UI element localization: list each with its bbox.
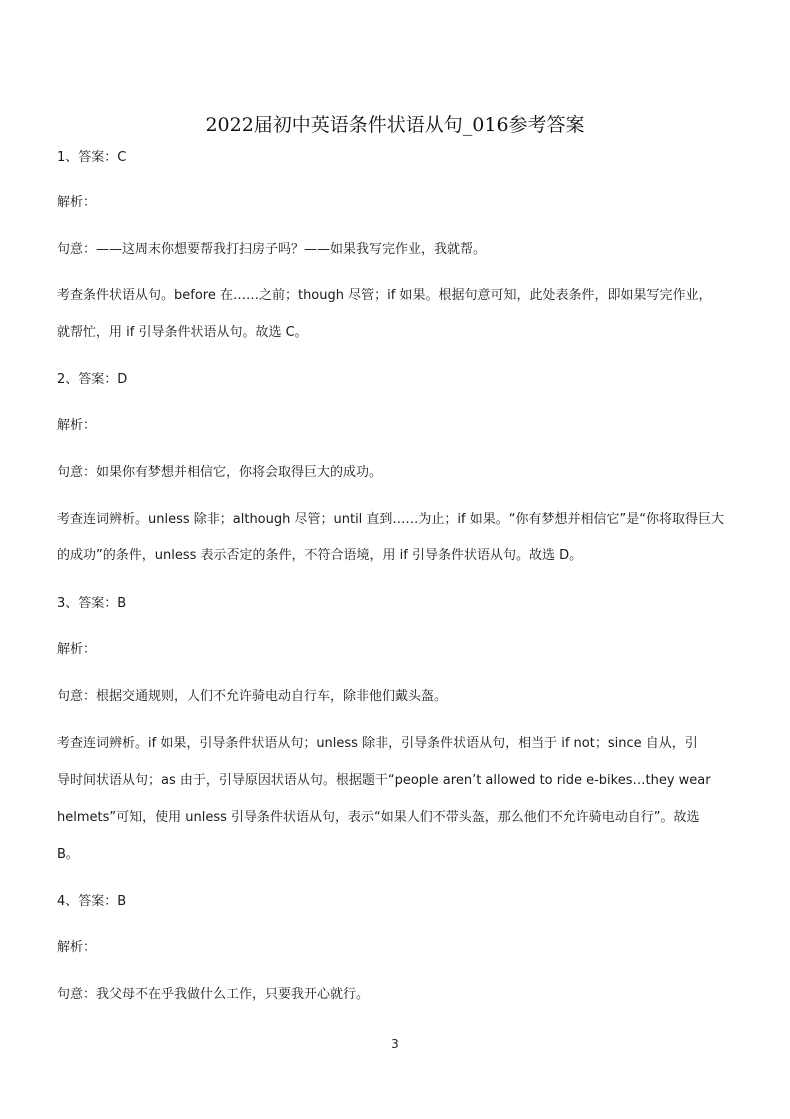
explanation-line: 就帮忙，用 if 引导条件状语从句。故选 C。 (57, 325, 308, 340)
page-number: 3 (391, 1037, 399, 1051)
sentence-meaning: 句意：根据交通规则，人们不允许骑电动自行车，除非他们戴头盔。 (57, 689, 448, 704)
answer-line: 4、答案：B (57, 894, 127, 909)
sentence-meaning: 句意：——这周末你想要帮我打扫房子吗？——如果我写完作业，我就帮。 (57, 242, 487, 257)
answer-line: 2、答案：D (57, 372, 128, 387)
explanation-line: 的成功”的条件，unless 表示否定的条件，不符合语境，用 if 引导条件状语从句。故选 D。 (57, 548, 583, 563)
answer-line: 1、答案：C (57, 150, 127, 165)
analysis-label: 解析： (57, 418, 97, 433)
explanation-line: B。 (57, 847, 79, 862)
sentence-meaning: 句意：我父母不在乎我做什么工作，只要我开心就行。 (57, 987, 370, 1002)
explanation-line: 考查连词辨析。if 如果，引导条件状语从句；unless 除非，引导条件状语从句，相当于 if not；since 自从，引 (57, 736, 698, 751)
explanation-line: 考查条件状语从句。before 在……之前；though 尽管；if 如果。根据句意可知，此处表条件，即如果写完作业， (57, 288, 712, 303)
page-title: 2022届初中英语条件状语从句_016参考答案 (205, 114, 585, 136)
explanation-line: 导时间状语从句；as 由于，引导原因状语从句。根据题干“people aren’t allowed to ride e-bikes…they wear (57, 773, 711, 788)
explanation-line: helmets”可知，使用 unless 引导条件状语从句，表示“如果人们不带头盔，那么他们不允许骑电动自行”。故选 (57, 810, 700, 825)
analysis-label: 解析： (57, 940, 97, 955)
answer-line: 3、答案：B (57, 596, 127, 611)
explanation-line: 考查连词辨析。unless 除非；although 尽管；until 直到……为止；if 如果。“你有梦想并相信它”是“你将取得巨大 (57, 512, 724, 527)
analysis-label: 解析： (57, 195, 97, 210)
sentence-meaning: 句意：如果你有梦想并相信它，你将会取得巨大的成功。 (57, 465, 383, 480)
analysis-label: 解析： (57, 642, 97, 657)
